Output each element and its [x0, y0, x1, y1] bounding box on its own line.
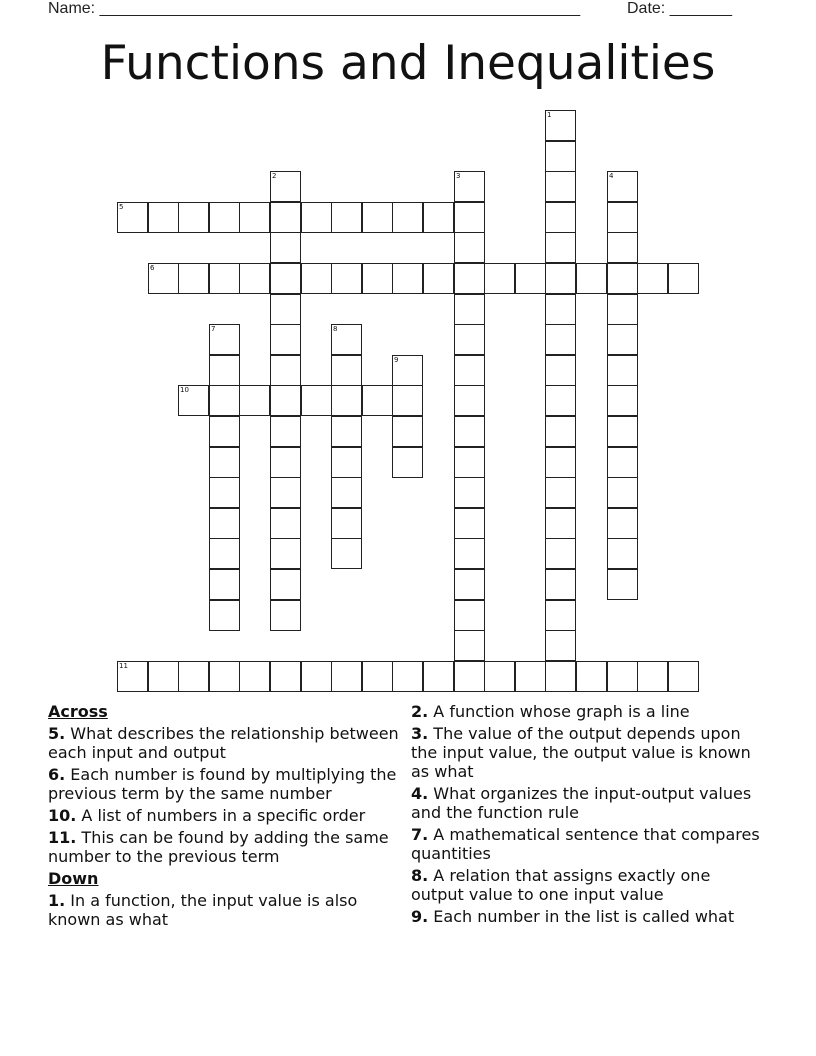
- crossword-cell[interactable]: [270, 569, 301, 600]
- crossword-cell[interactable]: [270, 508, 301, 539]
- crossword-cell[interactable]: [545, 569, 576, 600]
- clues-right-column: [411, 702, 761, 929]
- crossword-cell[interactable]: [454, 477, 485, 508]
- crossword-cell[interactable]: [392, 355, 423, 386]
- crossword-cell[interactable]: [423, 202, 454, 233]
- down-clue: 4. What organizes the input-output values and the function rule: [411, 784, 752, 822]
- across-heading: Across: [48, 702, 108, 721]
- crossword-cell[interactable]: [270, 447, 301, 478]
- crossword-cell[interactable]: [148, 263, 179, 294]
- cell-clue-number: 8: [333, 325, 338, 333]
- crossword-cell[interactable]: [270, 202, 301, 233]
- crossword-cell[interactable]: [239, 385, 270, 416]
- crossword-cell[interactable]: [423, 263, 454, 294]
- crossword-cell[interactable]: [301, 202, 332, 233]
- across-clue: 10. A list of numbers in a specific order: [48, 806, 366, 825]
- crossword-cell[interactable]: [454, 600, 485, 631]
- crossword-cell[interactable]: [362, 263, 393, 294]
- crossword-cell[interactable]: [607, 171, 638, 202]
- crossword-cell[interactable]: [637, 661, 668, 692]
- crossword-cell[interactable]: [545, 477, 576, 508]
- crossword-cell[interactable]: [668, 263, 699, 294]
- cell-clue-number: 7: [211, 325, 216, 333]
- crossword-cell[interactable]: [545, 232, 576, 263]
- crossword-cell[interactable]: [301, 661, 332, 692]
- crossword-cell[interactable]: [545, 661, 576, 692]
- crossword-cell[interactable]: [607, 569, 638, 600]
- crossword-cell[interactable]: [454, 385, 485, 416]
- crossword-cell[interactable]: [545, 600, 576, 631]
- crossword-cell[interactable]: [454, 202, 485, 233]
- crossword-cell[interactable]: [607, 508, 638, 539]
- crossword-cell[interactable]: [209, 355, 240, 386]
- page-title: Functions and Inequalities: [100, 36, 716, 91]
- crossword-cell[interactable]: [454, 508, 485, 539]
- crossword-cell[interactable]: [239, 661, 270, 692]
- crossword-cell[interactable]: [270, 416, 301, 447]
- crossword-cell[interactable]: [454, 447, 485, 478]
- crossword-cell[interactable]: [454, 263, 485, 294]
- crossword-cell[interactable]: [331, 385, 362, 416]
- crossword-cell[interactable]: [545, 324, 576, 355]
- down-clue: 2. A function whose graph is a line: [411, 702, 690, 721]
- crossword-cell[interactable]: [392, 202, 423, 233]
- crossword-cell[interactable]: [392, 385, 423, 416]
- crossword-cell[interactable]: [607, 294, 638, 325]
- crossword-cell[interactable]: [270, 355, 301, 386]
- crossword-cell[interactable]: [637, 263, 668, 294]
- crossword-cell[interactable]: [331, 263, 362, 294]
- crossword-cell[interactable]: [362, 661, 393, 692]
- crossword-cell[interactable]: [545, 171, 576, 202]
- crossword-cell[interactable]: [423, 661, 454, 692]
- crossword-cell[interactable]: [545, 355, 576, 386]
- crossword-cell[interactable]: [148, 202, 179, 233]
- cell-clue-number: 5: [119, 203, 124, 211]
- crossword-cell[interactable]: [607, 661, 638, 692]
- crossword-cell[interactable]: [178, 263, 209, 294]
- crossword-cell[interactable]: [454, 324, 485, 355]
- crossword-cell[interactable]: [392, 661, 423, 692]
- crossword-cell[interactable]: [607, 324, 638, 355]
- crossword-cell[interactable]: [270, 538, 301, 569]
- crossword-cell[interactable]: [454, 538, 485, 569]
- crossword-cell[interactable]: [545, 630, 576, 661]
- crossword-cell[interactable]: [331, 324, 362, 355]
- crossword-cell[interactable]: [270, 661, 301, 692]
- crossword-cell[interactable]: [454, 661, 485, 692]
- cell-clue-number: 1: [547, 111, 552, 119]
- crossword-cell[interactable]: [515, 661, 546, 692]
- crossword-cell[interactable]: [117, 661, 148, 692]
- crossword-cell[interactable]: [545, 110, 576, 141]
- crossword-cell[interactable]: [148, 661, 179, 692]
- crossword-cell[interactable]: [270, 232, 301, 263]
- crossword-cell[interactable]: [270, 263, 301, 294]
- crossword-cell[interactable]: [362, 385, 393, 416]
- crossword-cell[interactable]: [515, 263, 546, 294]
- crossword-cell[interactable]: [331, 477, 362, 508]
- crossword-cell[interactable]: [331, 538, 362, 569]
- crossword-cell[interactable]: [209, 416, 240, 447]
- crossword-cell[interactable]: [331, 508, 362, 539]
- crossword-cell[interactable]: [117, 202, 148, 233]
- crossword-cell[interactable]: [607, 232, 638, 263]
- date-field[interactable]: Date: _______: [627, 0, 732, 17]
- cell-clue-number: 6: [150, 264, 155, 272]
- crossword-cell[interactable]: [270, 171, 301, 202]
- crossword-cell[interactable]: [331, 355, 362, 386]
- down-clue: 9. Each number in the list is called what: [411, 907, 735, 926]
- crossword-cell[interactable]: [454, 416, 485, 447]
- crossword-cell[interactable]: [392, 416, 423, 447]
- across-clue: 6. Each number is found by multiplying the previous term by the same number: [48, 765, 397, 803]
- crossword-cell[interactable]: [576, 263, 607, 294]
- down-clue: 7. A mathematical sentence that compares quantities: [411, 825, 760, 863]
- crossword-cell[interactable]: [484, 661, 515, 692]
- crossword-cell[interactable]: [209, 263, 240, 294]
- crossword-cell[interactable]: [545, 416, 576, 447]
- cell-clue-number: 4: [609, 172, 614, 180]
- cell-clue-number: 2: [272, 172, 277, 180]
- crossword-cell[interactable]: [209, 385, 240, 416]
- crossword-cell[interactable]: [331, 202, 362, 233]
- crossword-cell[interactable]: [270, 294, 301, 325]
- crossword-cell[interactable]: [178, 385, 209, 416]
- crossword-cell[interactable]: [270, 324, 301, 355]
- crossword-cell[interactable]: [209, 508, 240, 539]
- crossword-cell[interactable]: [209, 447, 240, 478]
- crossword-cell[interactable]: [454, 630, 485, 661]
- crossword-cell[interactable]: [607, 263, 638, 294]
- cell-clue-number: 3: [456, 172, 461, 180]
- crossword-cell[interactable]: [607, 447, 638, 478]
- crossword-cell[interactable]: [607, 355, 638, 386]
- crossword-cell[interactable]: [270, 477, 301, 508]
- clues-left-column: [48, 702, 403, 932]
- crossword-cell[interactable]: [545, 263, 576, 294]
- crossword-cell[interactable]: [607, 202, 638, 233]
- down-clue: 8. A relation that assigns exactly one output value to one input value: [411, 866, 711, 904]
- crossword-cell[interactable]: [331, 416, 362, 447]
- crossword-cell[interactable]: [607, 385, 638, 416]
- crossword-cell[interactable]: [454, 569, 485, 600]
- crossword-cell[interactable]: [239, 263, 270, 294]
- crossword-cell[interactable]: [209, 202, 240, 233]
- crossword-cell[interactable]: [454, 355, 485, 386]
- cell-clue-number: 9: [394, 356, 399, 364]
- crossword-cell[interactable]: [209, 569, 240, 600]
- crossword-cell[interactable]: [209, 600, 240, 631]
- crossword-cell[interactable]: [270, 385, 301, 416]
- crossword-cell[interactable]: [607, 477, 638, 508]
- crossword-cell[interactable]: [239, 202, 270, 233]
- down-heading: Down: [48, 869, 99, 888]
- crossword-cell[interactable]: [545, 294, 576, 325]
- crossword-cell[interactable]: [362, 202, 393, 233]
- crossword-cell[interactable]: [331, 661, 362, 692]
- down-clue: 3. The value of the output depends upon the input value, the output value is known as what: [411, 724, 751, 781]
- crossword-cell[interactable]: [301, 385, 332, 416]
- crossword-cell[interactable]: [331, 447, 362, 478]
- crossword-cell[interactable]: [545, 538, 576, 569]
- crossword-cell[interactable]: [454, 294, 485, 325]
- crossword-cell[interactable]: [392, 263, 423, 294]
- crossword-cell[interactable]: [209, 324, 240, 355]
- crossword-cell[interactable]: [209, 538, 240, 569]
- across-clue: 11. This can be found by adding the same number to the previous term: [48, 828, 389, 866]
- across-clue: 5. What describes the relationship between each input and output: [48, 724, 399, 762]
- crossword-cell[interactable]: [545, 385, 576, 416]
- crossword-cell[interactable]: [392, 447, 423, 478]
- crossword-cell[interactable]: [209, 661, 240, 692]
- crossword-cell[interactable]: [178, 661, 209, 692]
- crossword-cell[interactable]: [209, 477, 240, 508]
- crossword-cell[interactable]: [545, 447, 576, 478]
- name-field[interactable]: Name: ______________________________________________________: [48, 0, 581, 17]
- crossword-cell[interactable]: [454, 171, 485, 202]
- down-clue: 1. In a function, the input value is also known as what: [48, 891, 358, 929]
- crossword-cell[interactable]: [607, 538, 638, 569]
- crossword-cell[interactable]: [301, 263, 332, 294]
- crossword-cell[interactable]: [576, 661, 607, 692]
- cell-clue-number: 11: [119, 662, 128, 670]
- crossword-cell[interactable]: [607, 416, 638, 447]
- crossword-cell[interactable]: [270, 600, 301, 631]
- crossword-cell[interactable]: [454, 232, 485, 263]
- crossword-cell[interactable]: [545, 508, 576, 539]
- crossword-cell[interactable]: [668, 661, 699, 692]
- crossword-cell[interactable]: [545, 202, 576, 233]
- crossword-cell[interactable]: [484, 263, 515, 294]
- crossword-cell[interactable]: [545, 141, 576, 172]
- crossword-cell[interactable]: [178, 202, 209, 233]
- cell-clue-number: 10: [180, 386, 189, 394]
